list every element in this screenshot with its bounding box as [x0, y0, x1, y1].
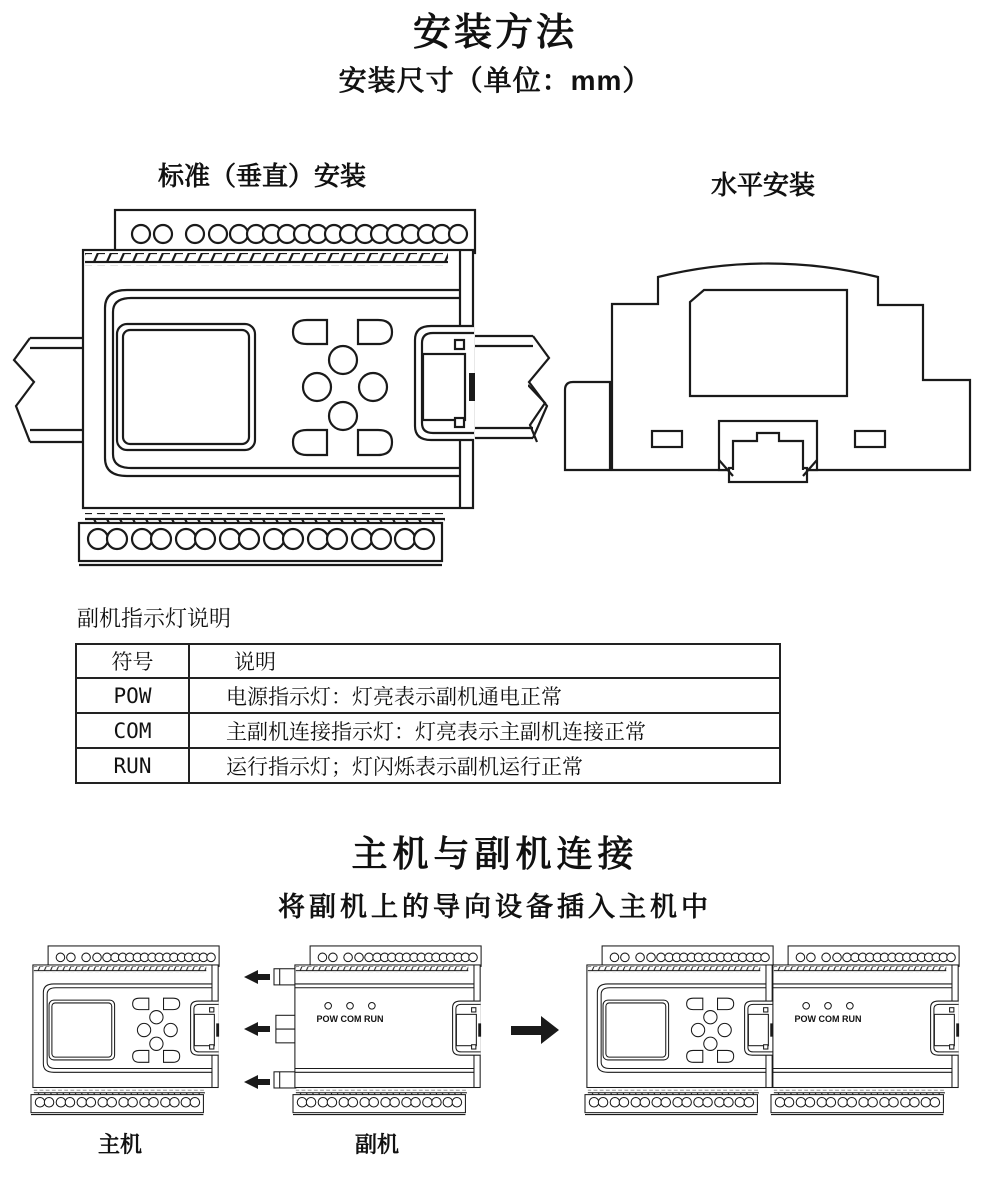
- horizontal-install-diagram: [528, 248, 990, 493]
- indicator-table-caption: 副机指示灯说明: [77, 606, 232, 631]
- description-cell: 运行指示灯；灯闪烁表示副机运行正常: [189, 748, 780, 783]
- side-slot-right: [855, 431, 885, 447]
- table-row: [76, 713, 780, 748]
- table-row: [76, 678, 780, 713]
- slave-joined: [771, 946, 959, 1115]
- symbol-cell: RUN: [76, 748, 189, 783]
- result-arrow-icon: [511, 1016, 559, 1044]
- table-row: [76, 748, 780, 783]
- left-arrow-icon: [244, 970, 270, 984]
- din-rail-left: [14, 338, 83, 442]
- master-standalone: [31, 946, 219, 1115]
- rail-break-icon: [528, 385, 545, 442]
- connection-subtitle: 将副机上的导向设备插入主机中: [278, 892, 712, 922]
- symbol-cell: COM: [76, 713, 189, 748]
- master-label: 主机: [98, 1132, 143, 1158]
- horizontal-install-label: 水平安装: [711, 170, 816, 200]
- rail-break-icon: [14, 338, 34, 442]
- connection-diagram: [0, 935, 990, 1135]
- standard-install-label: 标准（垂直）安装: [158, 161, 367, 191]
- description-cell: 主副机连接指示灯：灯亮表示主副机连接正常: [189, 713, 780, 748]
- table-header-row: [76, 644, 780, 678]
- slave-standalone: [274, 946, 481, 1115]
- side-window: [690, 290, 847, 396]
- slave-label: 副机: [355, 1132, 400, 1158]
- header-symbol: 符号: [76, 644, 189, 678]
- header-description: 说明: [189, 644, 780, 678]
- left-arrow-icon: [244, 1022, 270, 1036]
- description-cell: 电源指示灯：灯亮表示副机通电正常: [189, 678, 780, 713]
- vertical-install-diagram: [0, 200, 560, 585]
- insert-arrows: [244, 970, 270, 1089]
- indicator-table: [75, 643, 781, 784]
- left-arrow-icon: [244, 1075, 270, 1089]
- page-subtitle: 安装尺寸（单位：mm）: [338, 65, 652, 96]
- din-rail-end: [565, 382, 610, 470]
- connection-title: 主机与副机连接: [351, 833, 639, 874]
- side-slot-left: [652, 431, 682, 447]
- rail-clip-latch: [729, 468, 807, 482]
- page-title: 安装方法: [412, 12, 577, 54]
- master-joined: [585, 946, 773, 1115]
- symbol-cell: POW: [76, 678, 189, 713]
